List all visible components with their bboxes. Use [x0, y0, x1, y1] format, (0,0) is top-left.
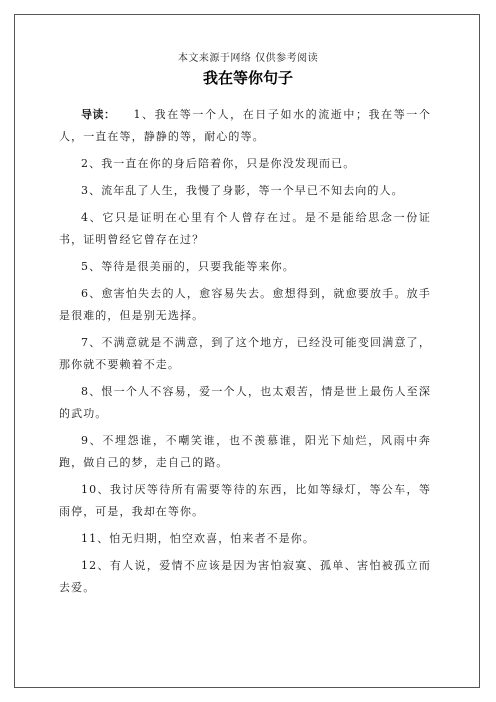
- paragraph-4: 4、它只是证明在心里有个人曾存在过。是不是能给思念一份证书，证明曾经它曾存在过？: [59, 211, 431, 246]
- paragraph-10: 10、我讨厌等待所有需要等待的东西，比如等绿灯，等公车，等雨停，可是，我却在等你。: [59, 483, 431, 518]
- paragraph-9: 9、不埋怨谁，不嘲笑谁，也不羡慕谁，阳光下灿烂，风雨中奔跑，做自己的梦，走自己的路。: [59, 434, 431, 469]
- article-body: [59, 104, 431, 604]
- paragraph-12: 12、有人说，爱情不应该是因为害怕寂寞、孤单、害怕被孤立而去爱。: [59, 559, 431, 594]
- paragraph-5: 5、等待是很美丽的，只要我能等来你。: [81, 260, 295, 273]
- paragraph-6: 6、愈害怕失去的人，愈容易失去。愈想得到，就愈要放手。放手是很难的，但是别无选择。: [59, 287, 431, 322]
- intro-label: 导读：: [81, 108, 116, 121]
- page-title: 我在等你句子: [202, 69, 293, 87]
- source-note: 本文来源于网络 仅供参考阅读: [177, 53, 319, 64]
- paragraph-3: 3、流年乱了人生，我慢了身影，等一个早已不知去向的人。: [81, 184, 404, 197]
- paragraph-1: 导读： 1、我在等一个人，在日子如水的流逝中；我在等一个人，一直在等，静静的等，耐心的等。: [59, 108, 431, 143]
- paragraph-8: 8、恨一个人不容易，爱一个人，也太艰苦，情是世上最伤人至深的武功。: [59, 385, 431, 420]
- paragraph-7: 7、不满意就是不满意，到了这个地方，已经没可能变回满意了，那你就不要赖着不走。: [59, 336, 431, 371]
- paragraph-11: 11、怕无归期，怕空欢喜，怕来者不是你。: [81, 532, 315, 545]
- paragraph-2: 2、我一直在你的身后陪着你，只是你没发现而已。: [81, 157, 356, 170]
